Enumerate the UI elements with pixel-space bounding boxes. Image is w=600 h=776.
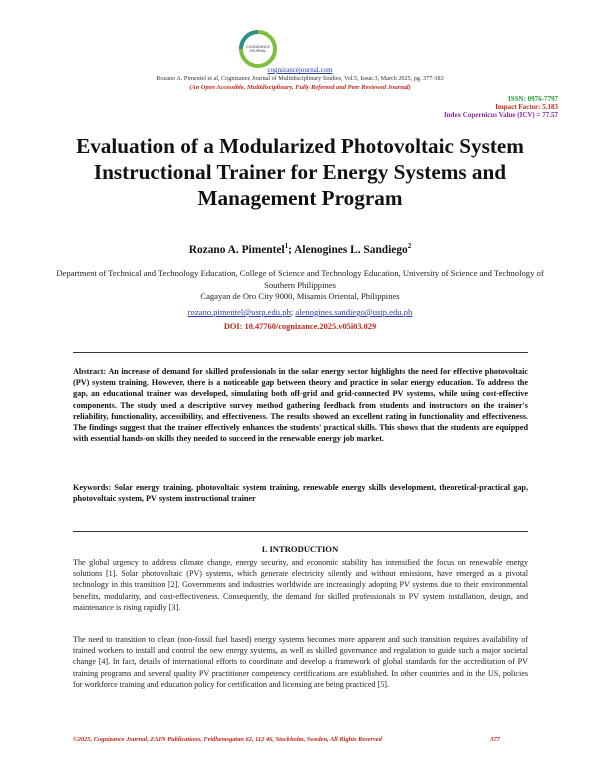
affiliation-address: Cagayan de Oro City 9000, Misamis Oriental, Philippines bbox=[200, 291, 400, 302]
email-link[interactable]: alenogines.sandiego@ustp.edu.ph bbox=[295, 307, 413, 317]
abstract bbox=[73, 366, 528, 444]
icv-value: Index Copernicus Value (ICV) = 77.57 bbox=[443, 111, 558, 119]
paper-title: Evaluation of a Modularized Photovoltaic System Instructional Trainer for Energy Systems and Management Program bbox=[76, 134, 524, 210]
affiliation bbox=[40, 268, 560, 303]
abstract-label: Abstract: bbox=[73, 367, 107, 376]
keywords bbox=[73, 482, 528, 504]
keywords-text: Solar energy training, photovoltaic system training, renewable energy skills development, theoretical-practical gap, photovoltaic system, PV system instructional trainer bbox=[73, 483, 529, 504]
divider bbox=[73, 531, 528, 532]
author-name: Rozano A. Pimentel bbox=[188, 243, 285, 256]
footer-copyright: ©2025, Cognizance Journal, ZAIN Publications, Fridhemsgatan 62, 112 46, Stockholm, Sweden, All Rights Reserved bbox=[73, 736, 382, 743]
open-access-note: (An Open Accessible, Multidisciplinary, Fully Refereed and Peer Reviewed Journal) bbox=[189, 84, 411, 91]
citation-line: Rozano A. Pimentel et al, Cognizance Journal of Multidisciplinary Studies, Vol.5, Issue.3, March 2025, pg. 377-383 bbox=[156, 75, 444, 82]
abstract-text: An increase of demand for skilled professionals in the solar energy sector highlights the need for effective photovoltaic (PV) system training. However, there is a noticeable gap between theory and practice in solar energy education. To address the gap, an educational trainer was developed, simulating both off-grid and grid-connected PV systems, while using cost-effective components. The study used a descriptive survey method gathering feedback from students and instructors on the trainer's reliability, functionality, accessibility, and effectiveness. The results showed an excellent rating in functionality and effectiveness. The findings suggest that the trainer effectively enhances the students' practical skills. This shows that the students are equipped with essential hands-on skills they needed to succeed in the renewable energy job market. bbox=[73, 367, 528, 444]
divider bbox=[73, 352, 528, 353]
author-name: Alenogines L. Sandiego bbox=[294, 243, 408, 256]
issn: ISSN: 0976-7797 bbox=[508, 95, 558, 103]
page-number: 377 bbox=[490, 736, 500, 743]
email-separator: ; bbox=[290, 307, 296, 317]
author-line bbox=[0, 242, 600, 256]
affiliation-marker: 1 bbox=[284, 242, 289, 250]
section-heading: I. INTRODUCTION bbox=[261, 544, 339, 554]
body-paragraph: The need to transition to clean (non-fossil fuel based) energy systems becomes more apparent and such transition requires availability of trained workers to install and control the new energy systems, as well as skilled governance and regulation to guide such a major societal change [4]. In fact, details of international efforts to coordinate and develop a framework of global standards for the accreditation of PV training programs and several quality PV practitioner competency certifications are established. In other countries and in the US, policies for workforce training and education policy for certification and licensing are being practiced [5]. bbox=[73, 635, 528, 689]
journal-logo bbox=[229, 30, 287, 70]
email-link[interactable]: rozano.pimentel@ustp.edu.ph bbox=[187, 307, 291, 317]
affiliation-department: Department of Technical and Technology Education, College of Science and Technology Education, University of Science and Technology of Southern Philippines bbox=[56, 268, 544, 290]
impact-factor: Impact Factor: 5.183 bbox=[495, 103, 558, 111]
logo-text: COGNIZANCE JOURNAL bbox=[246, 45, 270, 53]
affiliation-marker: 2 bbox=[407, 242, 412, 250]
doi[interactable]: DOI: 10.47760/cognizance.2025.v05i03.029 bbox=[223, 322, 377, 331]
author-separator: ; bbox=[288, 243, 295, 256]
keywords-label: Keywords: bbox=[73, 483, 112, 492]
journal-url-link[interactable]: cognizancejournal.com bbox=[267, 66, 333, 74]
body-paragraph: The global urgency to address climate change, energy security, and economic stability has intensified the focus on renewable energy solutions [1]. Solar photovoltaic (PV) systems, which generate electricity silently and without emissions, have emerged as a pivotal technology in this transition [2]. Governments and industries worldwide are increasingly adopting PV systems due to their environmental benefits, modularity, and cost-effectiveness. Consequently, the demand for skilled professionals in PV system installation, design, and maintenance is rising rapidly [3]. bbox=[73, 558, 528, 612]
author-emails bbox=[0, 307, 600, 317]
